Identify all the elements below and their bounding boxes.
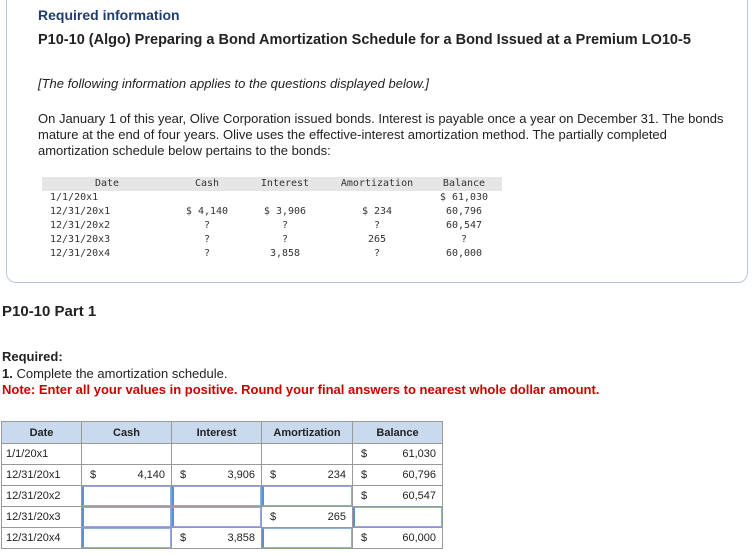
dollar-sign: $ (270, 511, 277, 523)
required-label: Required: (2, 349, 63, 364)
given-cell-cash: $ 4,140 (185, 206, 229, 217)
given-cell-interest: $ 3,906 (263, 206, 307, 217)
part-title: P10-10 Part 1 (2, 303, 97, 320)
instruction-note: Note: Enter all your values in positive. Round your final answers to nearest whole dollar amount. (2, 382, 600, 397)
answer-value-interest (172, 528, 261, 548)
answer-cell-amortization (262, 444, 353, 465)
given-col-balance: Balance (426, 177, 502, 191)
dollar-sign: $ (361, 490, 368, 502)
dollar-sign: $ (361, 448, 368, 460)
given-row (42, 191, 502, 205)
answer-cell-cash[interactable] (82, 528, 172, 549)
given-cell-date: 12/31/20x4 (50, 248, 111, 259)
answer-col-amortization: Amortization (262, 422, 353, 444)
answer-input-amortization[interactable] (262, 486, 352, 506)
amount-value: 3,858 (227, 532, 255, 544)
answer-cell-interest (172, 444, 262, 465)
given-col-amortization: Amortization (328, 177, 426, 191)
answer-input-amortization[interactable] (262, 528, 352, 548)
answer-input-cash[interactable] (82, 507, 171, 527)
answer-cell-interest[interactable] (172, 507, 262, 528)
answer-col-date: Date (2, 422, 82, 444)
given-schedule-header (42, 177, 502, 191)
given-cell-date: 1/1/20x1 (50, 192, 99, 203)
given-cell-amortization: ? (373, 248, 381, 259)
answer-cell-interest (172, 528, 262, 549)
amount-value: 61,030 (402, 448, 436, 460)
answer-value-interest (172, 444, 261, 464)
given-cell-cash: ? (203, 234, 211, 245)
given-row (42, 205, 502, 219)
given-cell-date: 12/31/20x2 (50, 220, 111, 231)
answer-row (2, 465, 443, 486)
amount-value: 3,906 (227, 469, 255, 481)
amount-value: 60,000 (402, 532, 436, 544)
dollar-sign: $ (270, 469, 277, 481)
given-col-cash: Cash (172, 177, 242, 191)
given-cell-date: 12/31/20x1 (50, 206, 111, 217)
answer-cell-balance (353, 444, 443, 465)
dollar-sign: $ (361, 532, 368, 544)
required-info-heading: Required information (38, 7, 180, 23)
answer-col-cash: Cash (82, 422, 172, 444)
given-col-interest: Interest (242, 177, 328, 191)
dollar-sign: $ (90, 469, 97, 481)
given-cell-balance: 60,796 (445, 206, 483, 217)
answer-cell-date: 1/1/20x1 (2, 444, 82, 465)
answer-cell-date: 12/31/20x3 (2, 507, 82, 528)
answer-cell-date: 12/31/20x1 (2, 465, 82, 486)
answer-cell-amortization[interactable] (262, 528, 353, 549)
requirement-text: Complete the amortization schedule. (16, 366, 228, 381)
answer-value-amortization (262, 465, 352, 485)
given-col-date: Date (42, 177, 172, 191)
answer-value-amortization (262, 507, 352, 527)
given-cell-amortization (328, 191, 426, 205)
given-cell-balance: 60,000 (445, 248, 483, 259)
given-cell-interest: ? (281, 234, 289, 245)
answer-input-interest[interactable] (172, 507, 261, 527)
answer-input-cash[interactable] (82, 486, 171, 506)
answer-col-interest: Interest (172, 422, 262, 444)
given-cell-date: 12/31/20x3 (50, 234, 111, 245)
answer-cell-balance (353, 465, 443, 486)
answer-cell-date: 12/31/20x4 (2, 528, 82, 549)
given-cell-amortization: $ 234 (361, 206, 393, 217)
amount-value: 265 (327, 511, 346, 523)
answer-cell-date: 12/31/20x2 (2, 486, 82, 507)
given-row (42, 247, 502, 261)
requirement-line (2, 366, 227, 381)
dollar-sign: $ (361, 469, 368, 481)
given-schedule-table (42, 177, 502, 261)
amount-value: 60,547 (402, 490, 436, 502)
answer-value-amortization (262, 444, 352, 464)
answer-input-cash[interactable] (82, 528, 171, 548)
given-cell-balance: $ 61,030 (439, 192, 489, 203)
given-row (42, 219, 502, 233)
answer-input-balance[interactable] (353, 507, 442, 527)
answer-cell-balance (353, 528, 443, 549)
amount-value: 60,796 (402, 469, 436, 481)
amount-value: 4,140 (137, 469, 165, 481)
answer-cell-amortization (262, 465, 353, 486)
answer-cell-amortization[interactable] (262, 486, 353, 507)
answer-value-balance (353, 486, 442, 506)
answer-value-balance (353, 465, 442, 485)
answer-cell-cash[interactable] (82, 486, 172, 507)
problem-title: P10-10 (Algo) Preparing a Bond Amortization Schedule for a Bond Issued at a Premium LO10-5 (38, 32, 691, 48)
given-cell-balance: ? (460, 234, 468, 245)
given-cell-amortization: ? (373, 220, 381, 231)
answer-value-cash (82, 444, 171, 464)
answer-row (2, 486, 443, 507)
answer-cell-cash (82, 444, 172, 465)
answer-col-balance: Balance (353, 422, 443, 444)
dollar-sign: $ (180, 469, 187, 481)
given-cell-balance: 60,547 (445, 220, 483, 231)
answer-value-cash (82, 465, 171, 485)
given-cell-amortization: 265 (367, 234, 387, 245)
answer-value-balance (353, 528, 442, 548)
given-cell-cash (172, 191, 242, 205)
amount-value: 234 (327, 469, 346, 481)
given-cell-interest (242, 191, 328, 205)
answer-cell-balance (353, 486, 443, 507)
answer-table (1, 421, 443, 549)
answer-cell-cash[interactable] (82, 507, 172, 528)
problem-statement: On January 1 of this year, Olive Corporation issued bonds. Interest is payable once a year on December 31. The bonds mature at the end of four years. Olive uses the effective-interest amortization method. The partially completed amortization schedule below pertains to the bonds: (38, 111, 724, 158)
answer-row (2, 507, 443, 528)
answer-cell-interest[interactable] (172, 486, 262, 507)
requirement-number: 1. (2, 366, 13, 381)
given-row (42, 233, 502, 247)
given-cell-cash: ? (203, 220, 211, 231)
answer-cell-interest (172, 465, 262, 486)
answer-input-interest[interactable] (172, 486, 261, 506)
answer-value-interest (172, 465, 261, 485)
answer-row (2, 528, 443, 549)
given-cell-interest: 3,858 (269, 248, 301, 259)
answer-cell-balance[interactable] (353, 507, 443, 528)
dollar-sign: $ (180, 532, 187, 544)
given-cell-cash: ? (203, 248, 211, 259)
answer-cell-cash (82, 465, 172, 486)
answer-table-header (2, 422, 443, 444)
info-note: [The following information applies to the questions displayed below.] (38, 76, 429, 91)
answer-value-balance (353, 444, 442, 464)
given-cell-interest: ? (281, 220, 289, 231)
answer-cell-amortization (262, 507, 353, 528)
answer-row (2, 444, 443, 465)
